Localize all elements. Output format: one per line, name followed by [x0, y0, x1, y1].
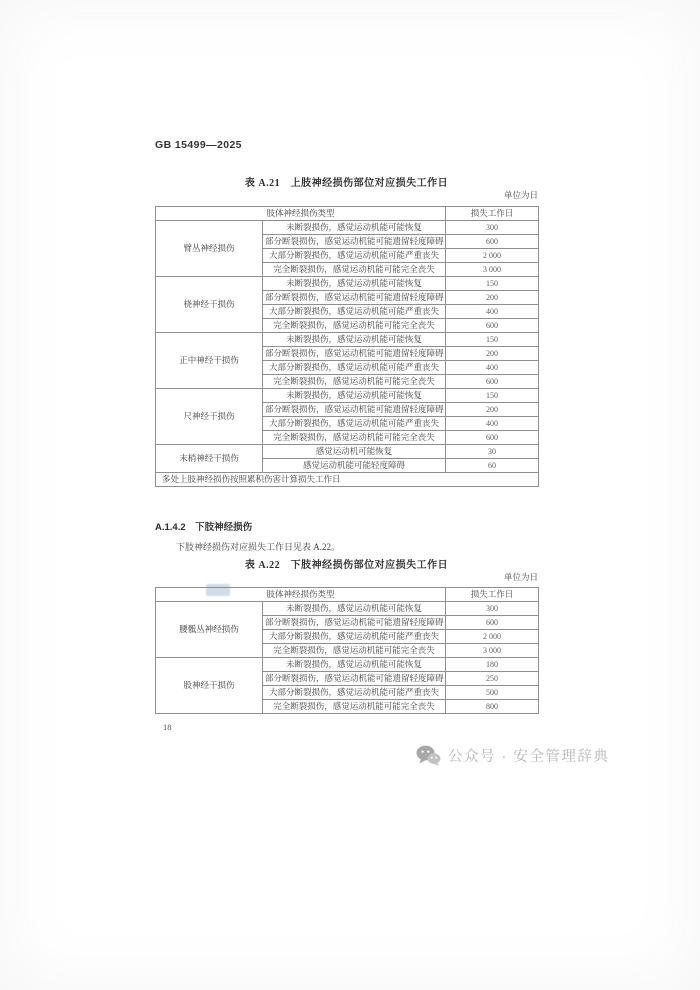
category-cell: 臂丛神经损伤: [156, 221, 263, 277]
section-paragraph: 下肢神经损伤对应损失工作日见表 A.22。: [176, 542, 341, 552]
category-cell: 尺神经干损伤: [156, 389, 263, 445]
description-cell: 完全断裂损伤，感觉运动机能可能完全丧失: [263, 431, 446, 445]
description-cell: 大部分断裂损伤，感觉运动机能可能严重丧失: [263, 305, 446, 319]
value-cell: 600: [446, 431, 539, 445]
value-cell: 3 000: [446, 263, 539, 277]
table-row: [156, 602, 539, 616]
value-cell: 30: [446, 445, 539, 459]
description-cell: 部分断裂损伤，感觉运动机能可能遗留轻度障碍: [263, 347, 446, 361]
description-cell: 未断裂损伤，感觉运动机能可能恢复: [263, 602, 446, 616]
value-cell: 3 000: [446, 644, 539, 658]
table-row: [156, 277, 539, 291]
table-a21-title: 表 A.21 上肢神经损伤部位对应损失工作日: [244, 178, 449, 189]
table-row: [156, 389, 539, 403]
description-cell: 未断裂损伤，感觉运动机能可能恢复: [263, 389, 446, 403]
value-cell: 400: [446, 305, 539, 319]
page-number: 18: [163, 722, 172, 732]
description-cell: 完全断裂损伤，感觉运动机能可能完全丧失: [263, 644, 446, 658]
value-cell: 250: [446, 672, 539, 686]
category-cell: 正中神经干损伤: [156, 333, 263, 389]
table-a22-header-row: [156, 588, 539, 602]
table-a21-unit-note: 单位为日: [503, 190, 538, 200]
value-cell: 180: [446, 658, 539, 672]
description-cell: 未断裂损伤，感觉运动机能可能恢复: [263, 277, 446, 291]
category-cell: 末梢神经干损伤: [156, 445, 263, 473]
value-cell: 200: [446, 403, 539, 417]
table-a21-header-row: [156, 207, 539, 221]
category-cell: 股神经干损伤: [156, 658, 263, 714]
description-cell: 感觉运动机能可能轻度障碍: [263, 459, 446, 473]
description-cell: 部分断裂损伤，感觉运动机能可能遗留轻度障碍: [263, 291, 446, 305]
value-cell: 600: [446, 235, 539, 249]
table-a22: [155, 587, 539, 714]
value-cell: 300: [446, 221, 539, 235]
value-cell: 500: [446, 686, 539, 700]
description-cell: 未断裂损伤，感觉运动机能可能恢复: [263, 658, 446, 672]
description-cell: 感觉运动机可能恢复: [263, 445, 446, 459]
column-header-injury-type: 肢体神经损伤类型: [156, 588, 446, 602]
value-cell: 200: [446, 291, 539, 305]
description-cell: 未断裂损伤，感觉运动机能可能恢复: [263, 333, 446, 347]
category-cell: 腰骶丛神经损伤: [156, 602, 263, 658]
description-cell: 完全断裂损伤，感觉运动机能可能完全丧失: [263, 375, 446, 389]
description-cell: 部分断裂损伤，感觉运动机能可能遗留轻度障碍: [263, 403, 446, 417]
value-cell: 600: [446, 616, 539, 630]
column-header-injury-type: 肢体神经损伤类型: [156, 207, 446, 221]
value-cell: 150: [446, 389, 539, 403]
description-cell: 大部分断裂损伤，感觉运动机能可能严重丧失: [263, 249, 446, 263]
value-cell: 200: [446, 347, 539, 361]
description-cell: 大部分断裂损伤，感觉运动机能可能严重丧失: [263, 417, 446, 431]
description-cell: 完全断裂损伤，感觉运动机能可能完全丧失: [263, 263, 446, 277]
description-cell: 大部分断裂损伤，感觉运动机能可能严重丧失: [263, 686, 446, 700]
description-cell: 大部分断裂损伤，感觉运动机能可能严重丧失: [263, 361, 446, 375]
description-cell: 部分断裂损伤，感觉运动机能可能遗留轻度障碍: [263, 235, 446, 249]
table-row: [156, 221, 539, 235]
category-cell: 桡神经干损伤: [156, 277, 263, 333]
description-cell: 部分断裂损伤，感觉运动机能可能遗留轻度障碍: [263, 672, 446, 686]
value-cell: 600: [446, 375, 539, 389]
value-cell: 2 000: [446, 630, 539, 644]
table-a22-unit-note: 单位为日: [503, 572, 538, 582]
column-header-lost-workdays: 损失工作日: [446, 588, 539, 602]
table-a22-title: 表 A.22 下肢神经损伤部位对应损失工作日: [244, 560, 449, 571]
description-cell: 部分断裂损伤，感觉运动机能可能遗留轻度障碍: [263, 616, 446, 630]
table-footnote: 多处上肢神经损伤按照累积伤害计算损失工作日: [156, 473, 539, 487]
description-cell: 大部分断裂损伤，感觉运动机能可能严重丧失: [263, 630, 446, 644]
value-cell: 800: [446, 700, 539, 714]
value-cell: 400: [446, 361, 539, 375]
watermark-label: 公众号 · 安全管理辞典: [448, 749, 610, 765]
table-row: [156, 333, 539, 347]
table-row: [156, 445, 539, 459]
value-cell: 600: [446, 319, 539, 333]
column-header-lost-workdays: 损失工作日: [446, 207, 539, 221]
value-cell: 60: [446, 459, 539, 473]
value-cell: 300: [446, 602, 539, 616]
footnote-row: [156, 473, 539, 487]
table-row: [156, 658, 539, 672]
value-cell: 150: [446, 277, 539, 291]
description-cell: 未断裂损伤，感觉运动机能可能恢复: [263, 221, 446, 235]
watermark: [416, 745, 609, 766]
description-cell: 完全断裂损伤，感觉运动机能可能完全丧失: [263, 319, 446, 333]
value-cell: 2 000: [446, 249, 539, 263]
wechat-icon: [416, 745, 441, 766]
description-cell: 完全断裂损伤，感觉运动机能可能完全丧失: [263, 700, 446, 714]
table-a21: [155, 206, 539, 487]
value-cell: 400: [446, 417, 539, 431]
standard-code: GB 15499—2025: [155, 139, 242, 151]
value-cell: 150: [446, 333, 539, 347]
section-heading-a142: A.1.4.2 下肢神经损伤: [155, 522, 253, 533]
